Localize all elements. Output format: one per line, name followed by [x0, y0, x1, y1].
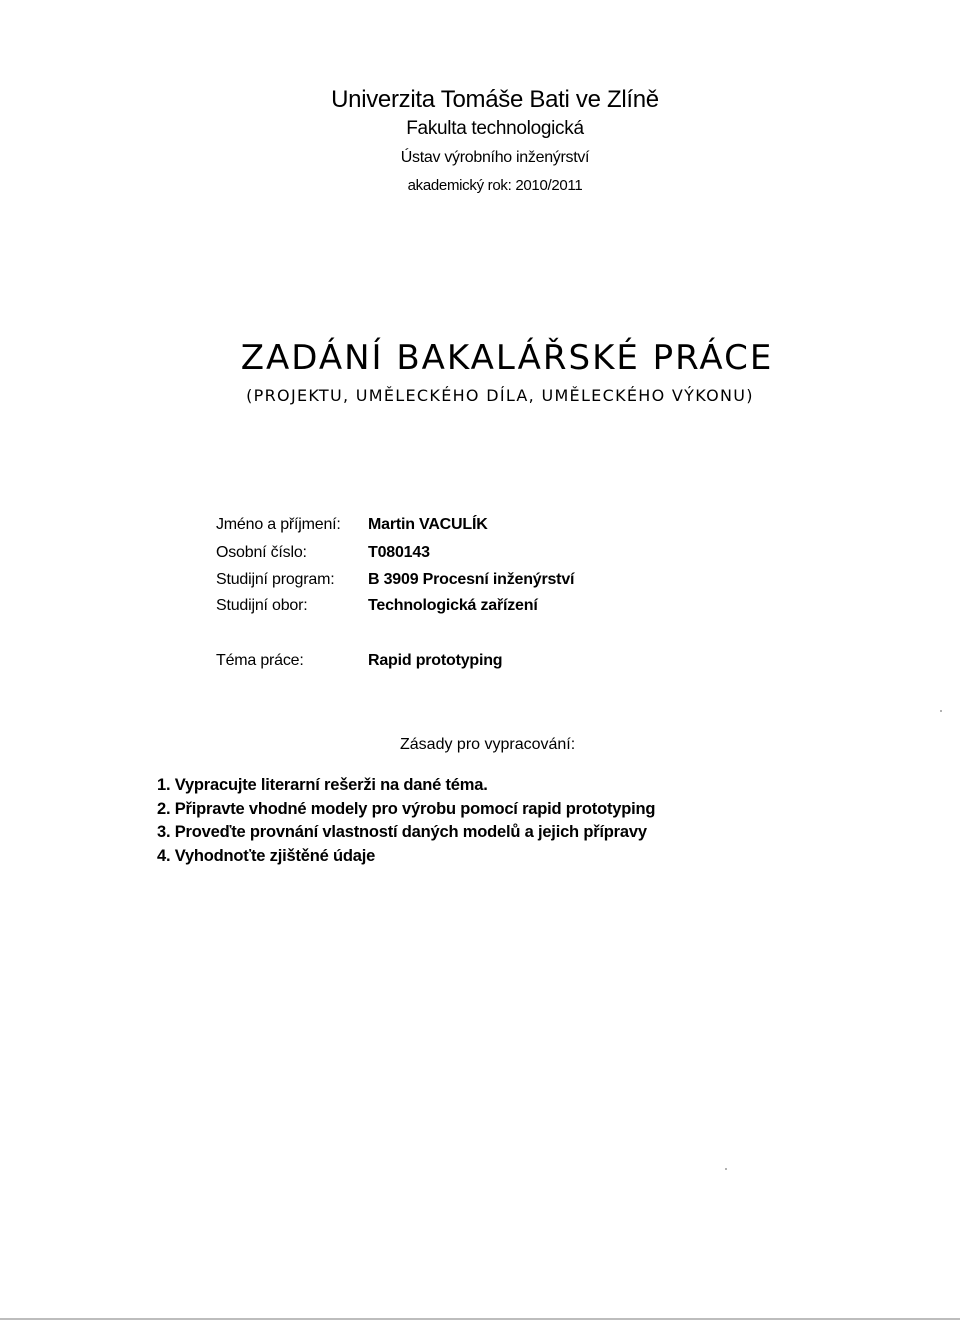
field-label: Studijní obor: — [216, 597, 308, 614]
list-item: 4. Vyhodnoťte zjištěné údaje — [157, 846, 376, 865]
academic-year: akademický rok: 2010/2011 — [407, 177, 583, 194]
info-row-program — [0, 571, 960, 599]
scan-edge-line — [0, 1318, 960, 1320]
scan-speck — [940, 710, 942, 712]
university-name: Univerzita Tomáše Bati ve Zlíně — [331, 86, 659, 113]
list-item: 1. Vypracujte literarní rešerži na dané téma. — [157, 776, 488, 794]
field-value: Technologická zařízení — [368, 597, 538, 614]
scan-speck — [725, 1168, 727, 1170]
topic-label: Téma práce: — [216, 652, 304, 669]
program-label: Studijní program: — [216, 571, 335, 588]
list-item: 2. Připravte vhodné modely pro výrobu pomocí rapid prototyping — [157, 799, 656, 818]
list-item: 3. Proveďte provnání vlastností daných modelů a jejich přípravy — [157, 823, 647, 841]
info-row-topic — [0, 652, 960, 680]
institute-name: Ústav výrobního inženýrství — [400, 149, 590, 166]
faculty-name: Fakulta technologická — [406, 118, 584, 139]
id-label: Osobní číslo: — [216, 544, 307, 561]
page-title: ZADÁNÍ BAKALÁŘSKÉ PRÁCE — [240, 338, 774, 378]
id-value: T080143 — [368, 544, 430, 561]
info-row-id — [0, 544, 960, 572]
program-value: B 3909 Procesní inženýrství — [368, 571, 575, 588]
principles-list — [157, 774, 655, 868]
info-row-name — [0, 516, 960, 544]
info-row-field — [0, 597, 960, 625]
page-subtitle: (PROJEKTU, UMĚLECKÉHO DÍLA, UMĚLECKÉHO VÝKONU) — [246, 386, 754, 405]
principles-heading: Zásady pro vypracování: — [400, 736, 576, 753]
name-value: Martin VACULÍK — [368, 516, 488, 533]
topic-value: Rapid prototyping — [368, 652, 503, 669]
name-label: Jméno a příjmení: — [216, 516, 341, 533]
